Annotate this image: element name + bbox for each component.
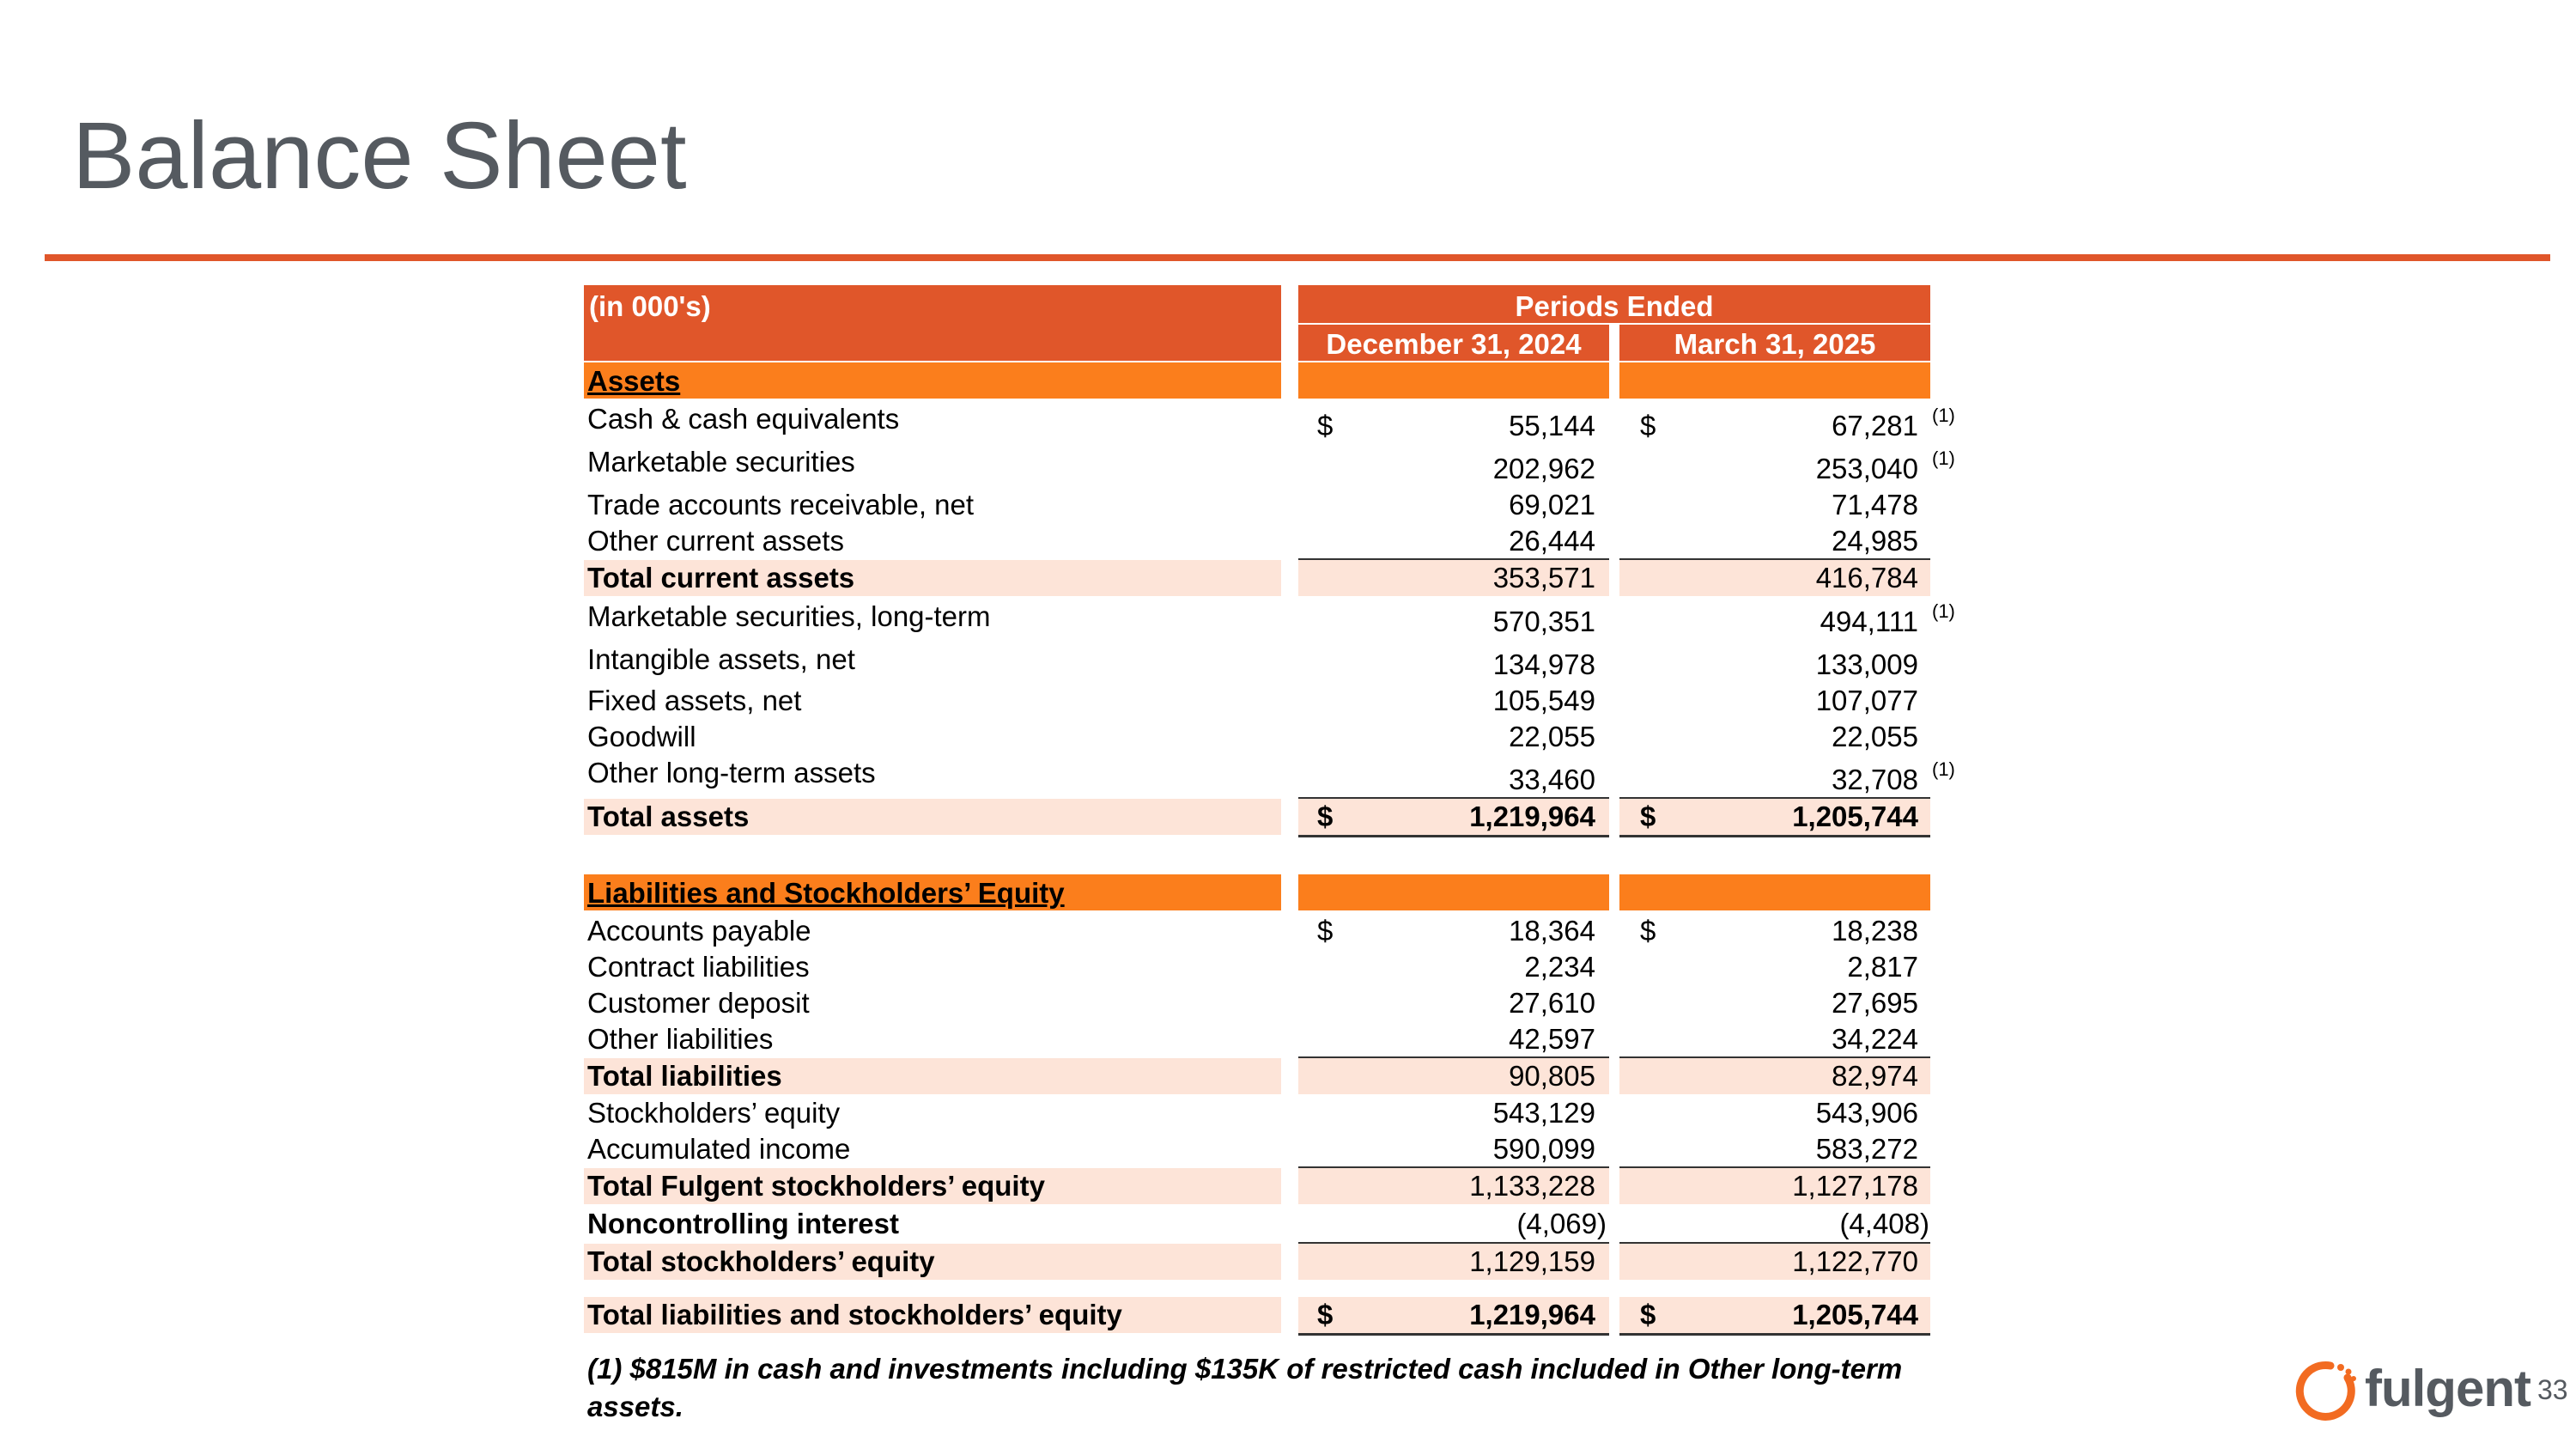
double-underline [1298, 835, 1609, 837]
row-label-other-liab: Other liabilities [587, 1023, 774, 1055]
row-label-other-longterm: Other long-term assets [587, 757, 876, 788]
row-label-se: Stockholders’ equity [587, 1097, 841, 1129]
value-cd-mar: 27,695 [1832, 987, 1918, 1019]
row-label-accum: Accumulated income [587, 1133, 851, 1165]
col1-header: December 31, 2024 [1326, 328, 1582, 360]
row-label-fixed: Fixed assets, net [587, 685, 802, 716]
currency-symbol: $ [1640, 1299, 1656, 1330]
row-label-cash: Cash & cash equivalents [587, 403, 900, 435]
double-underline [1619, 835, 1930, 837]
page-title: Balance Sheet [72, 103, 687, 209]
value-tse-mar: 1,122,770 [1792, 1245, 1918, 1277]
page-number: 33 [2537, 1374, 2568, 1405]
currency-symbol: $ [1317, 915, 1334, 947]
value-mktlt-dec: 570,351 [1492, 606, 1595, 637]
value-tlse-dec: 1,219,964 [1469, 1299, 1595, 1330]
value-tca-dec: 353,571 [1492, 562, 1595, 594]
value-ap-dec: 18,364 [1509, 915, 1595, 947]
row-label-total-se: Total stockholders’ equity [587, 1245, 935, 1277]
value-tl-mar: 82,974 [1832, 1060, 1918, 1092]
value-ta-mar: 1,205,744 [1792, 801, 1918, 832]
row-label-total-assets: Total assets [587, 801, 750, 832]
value-nci-mar: (4,408) [1839, 1208, 1929, 1239]
liabilities-header-band-col1 [1298, 874, 1609, 910]
row-label-contract: Contract liabilities [587, 951, 810, 983]
footnote-ref: (1) [1932, 405, 1955, 426]
value-tca-mar: 416,784 [1815, 562, 1918, 594]
value-mkt-dec: 202,962 [1492, 453, 1595, 484]
footnote-ref: (1) [1932, 758, 1955, 780]
periods-ended-label: Periods Ended [1515, 290, 1714, 322]
fulgent-logo [2294, 1355, 2530, 1424]
footnote-ref: (1) [1932, 447, 1955, 469]
fulgent-logo-icon [2294, 1355, 2363, 1424]
value-intang-mar: 133,009 [1815, 648, 1918, 680]
value-se-dec: 543,129 [1492, 1097, 1595, 1129]
row-label-total-current: Total current assets [587, 562, 855, 594]
value-goodwill-mar: 22,055 [1832, 721, 1918, 752]
footnote: (1) $815M in cash and investments including $135K of restricted cash included in Other long-term assets. [587, 1353, 1903, 1422]
value-nci-dec: (4,069) [1516, 1208, 1607, 1239]
row-label-total-liab-se: Total liabilities and stockholders’ equity [587, 1299, 1122, 1330]
value-fixed-dec: 105,549 [1492, 685, 1595, 716]
value-ol-dec: 42,597 [1509, 1023, 1595, 1055]
row-label-marketable: Marketable securities [587, 446, 855, 478]
value-ta-dec: 1,219,964 [1469, 801, 1595, 832]
row-label-total-liab: Total liabilities [587, 1060, 782, 1092]
row-label-mkt-longterm: Marketable securities, long-term [587, 600, 991, 632]
liabilities-header-band-col2 [1619, 874, 1930, 910]
row-label-ap: Accounts payable [587, 915, 811, 947]
value-oca-dec: 26,444 [1509, 525, 1595, 557]
double-underline [1298, 1333, 1609, 1336]
row-label-other-current: Other current assets [587, 525, 844, 557]
value-tfse-dec: 1,133,228 [1469, 1170, 1595, 1202]
value-ap-mar: 18,238 [1832, 915, 1918, 947]
value-tfse-mar: 1,127,178 [1792, 1170, 1918, 1202]
double-underline [1619, 1333, 1930, 1336]
value-tse-dec: 1,129,159 [1469, 1245, 1595, 1277]
value-olta-dec: 33,460 [1509, 764, 1595, 795]
assets-section-label: Assets [587, 365, 681, 397]
value-cash-mar: 67,281 [1832, 410, 1918, 441]
currency-symbol: $ [1640, 915, 1656, 947]
col2-header: March 31, 2025 [1674, 328, 1876, 360]
value-intang-dec: 134,978 [1492, 648, 1595, 680]
value-cd-dec: 27,610 [1509, 987, 1595, 1019]
row-label-deposit: Customer deposit [587, 987, 810, 1019]
units-label: (in 000's) [589, 290, 711, 322]
value-mkt-mar: 253,040 [1815, 453, 1918, 484]
assets-header-band-col2 [1619, 362, 1930, 399]
value-mktlt-mar: 494,111 [1820, 606, 1918, 637]
value-olta-mar: 32,708 [1832, 764, 1918, 795]
value-tlse-mar: 1,205,744 [1792, 1299, 1918, 1330]
row-label-nci: Noncontrolling interest [587, 1208, 899, 1239]
currency-symbol: $ [1317, 801, 1334, 832]
value-trade-mar: 71,478 [1832, 489, 1918, 521]
value-oca-mar: 24,985 [1832, 525, 1918, 557]
value-goodwill-dec: 22,055 [1509, 721, 1595, 752]
row-label-total-fulgent-equity: Total Fulgent stockholders’ equity [587, 1170, 1045, 1202]
row-label-goodwill: Goodwill [587, 721, 696, 752]
currency-symbol: $ [1640, 410, 1656, 441]
currency-symbol: $ [1317, 1299, 1334, 1330]
currency-symbol: $ [1640, 801, 1656, 832]
value-cash-dec: 55,144 [1509, 410, 1595, 441]
value-cl-mar: 2,817 [1847, 951, 1918, 983]
currency-symbol: $ [1317, 410, 1334, 441]
value-cl-dec: 2,234 [1524, 951, 1595, 983]
row-label-intangible: Intangible assets, net [587, 643, 855, 675]
value-se-mar: 543,906 [1815, 1097, 1918, 1129]
assets-header-band-col1 [1298, 362, 1609, 399]
value-trade-dec: 69,021 [1509, 489, 1595, 521]
value-fixed-mar: 107,077 [1815, 685, 1918, 716]
footnote-ref: (1) [1932, 600, 1955, 622]
liabilities-section-label: Liabilities and Stockholders’ Equity [587, 877, 1065, 909]
assets-header-band [584, 362, 1281, 399]
value-ol-mar: 34,224 [1832, 1023, 1918, 1055]
logo-wordmark: fulgent [2365, 1360, 2530, 1417]
row-label-trade-ar: Trade accounts receivable, net [587, 489, 975, 521]
value-tl-dec: 90,805 [1509, 1060, 1595, 1092]
value-ai-mar: 583,272 [1815, 1133, 1918, 1165]
value-ai-dec: 590,099 [1492, 1133, 1595, 1165]
